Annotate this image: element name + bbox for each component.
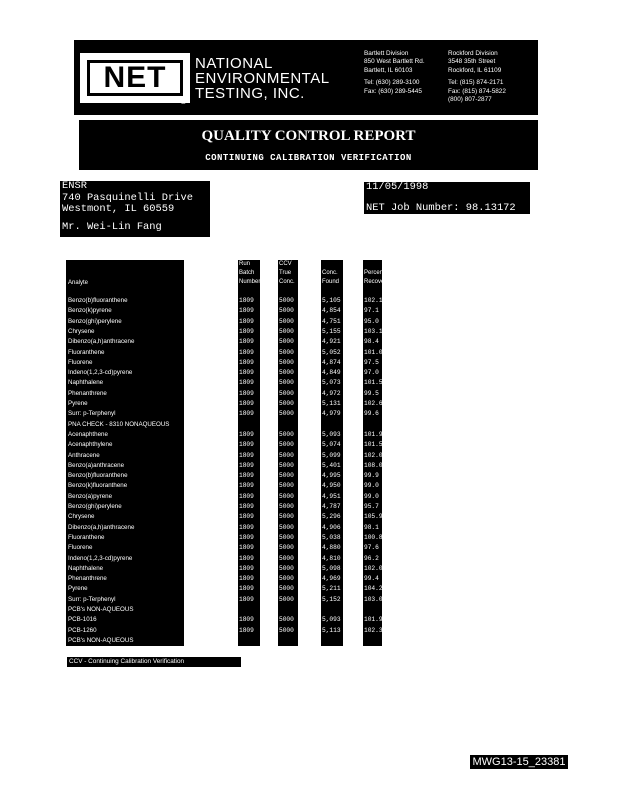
conc-found-cell: 4,751 <box>322 317 341 325</box>
batch-cell: 1809 <box>239 595 254 603</box>
client-street: 740 Pasquinelli Drive <box>62 191 193 204</box>
true-conc-cell: 5000 <box>279 513 294 521</box>
analyte-cell: PCB-1016 <box>68 616 97 624</box>
batch-cell: 1809 <box>239 544 254 552</box>
true-conc-cell: 5000 <box>279 626 294 634</box>
header-batch-1: Run <box>239 261 251 267</box>
batch-cell: 1809 <box>239 441 254 449</box>
true-conc-cell: 5000 <box>279 544 294 552</box>
conc-found-cell: 4,849 <box>322 369 341 377</box>
true-conc-cell: 5000 <box>279 317 294 325</box>
true-conc-cell: 5000 <box>279 410 294 418</box>
address-line: Fax: (630) 289-5445 <box>364 87 422 95</box>
analyte-cell: PCB-1260 <box>68 626 97 634</box>
recovery-cell: 98.1 <box>364 523 379 531</box>
address-line: 850 West Bartlett Rd. <box>364 58 425 66</box>
recovery-cell <box>364 605 404 615</box>
analyte-cell: Fluoranthene <box>68 348 105 356</box>
logo-text: NET <box>87 60 183 96</box>
company-name-line: TESTING, INC. <box>195 85 305 102</box>
analyte-cell: Fluorene <box>68 544 93 552</box>
analyte-cell: Dibenzo(a,h)anthracene <box>68 338 135 346</box>
company-name <box>195 56 330 101</box>
true-conc-cell: 5000 <box>279 595 294 603</box>
analyte-cell: Anthracene <box>68 451 100 459</box>
address-line: Rockford, IL 61109 <box>448 66 502 74</box>
rockford-address <box>448 50 506 104</box>
address-line: Tel: (630) 289-3100 <box>364 79 420 87</box>
recovery-cell: 104.2 <box>364 585 383 593</box>
recovery-cell: 97.0 <box>364 369 379 377</box>
analyte-cell: Indeno(1,2,3-cd)pyrene <box>68 554 133 562</box>
conc-found-cell: 4,906 <box>322 523 341 531</box>
batch-cell: 1809 <box>239 369 254 377</box>
conc-found-cell: 4,950 <box>322 482 341 490</box>
batch-cell: 1809 <box>239 503 254 510</box>
conc-found-column <box>321 260 343 646</box>
batch-cell: 1809 <box>239 513 254 521</box>
batch-cell: 1809 <box>239 564 254 572</box>
recovery-cell: 101.5 <box>364 441 383 449</box>
client-contact: Mr. Wei-Lin Fang <box>62 220 162 233</box>
analyte-cell: PNA CHECK - 8310 NONAQUEOUS <box>68 420 170 428</box>
analyte-cell: Chrysene <box>68 513 95 521</box>
report-subtitle: CONTINUING CALIBRATION VERIFICATION <box>205 153 412 163</box>
conc-found-cell: 4,979 <box>322 410 341 418</box>
batch-cell: 1809 <box>239 482 254 490</box>
conc-found-cell: 5,155 <box>322 327 341 335</box>
recovery-cell: 100.8 <box>364 533 383 541</box>
true-conc-cell: 5000 <box>279 327 294 335</box>
job-number: NET Job Number: 98.13172 <box>366 202 516 214</box>
conc-found-cell: 5,093 <box>322 430 341 438</box>
true-conc-cell: 5000 <box>279 338 294 346</box>
conc-found-cell: 5,074 <box>322 441 341 449</box>
analyte-cell: Benzo(k)pyrene <box>68 307 112 315</box>
conc-found-cell <box>322 636 346 646</box>
address-line: (800) 807-2877 <box>448 96 492 104</box>
analyte-cell: Surr: p-Terphenyl <box>68 595 116 603</box>
true-conc-cell: 5000 <box>279 472 294 480</box>
report-title-box <box>79 120 538 170</box>
batch-cell: 1809 <box>239 389 254 397</box>
batch-cell: 1809 <box>239 533 254 541</box>
recovery-cell <box>364 420 404 430</box>
true-conc-cell: 5000 <box>279 307 294 315</box>
analyte-cell: Indeno(1,2,3-cd)pyrene <box>68 369 133 377</box>
analyte-cell: Benzo(ghi)perylene <box>68 317 122 325</box>
recovery-cell: 99.0 <box>364 482 379 490</box>
document-id: MWG13-15_23381 <box>470 755 568 769</box>
true-conc-cell: 5000 <box>279 297 294 304</box>
header-rec-3: Recovery <box>364 279 390 285</box>
analyte-cell: Benzo(b)fluoranthene <box>68 297 128 304</box>
address-line: Tel: (815) 874-2171 <box>448 79 504 87</box>
conc-found-cell: 5,105 <box>322 297 341 304</box>
analyte-cell: Pyrene <box>68 585 88 593</box>
batch-cell: 1809 <box>239 461 254 469</box>
footnote: CCV - Continuing Calibration Verification <box>67 657 241 667</box>
recovery-cell: 102.1 <box>364 297 383 304</box>
registered-mark: ® <box>180 96 187 106</box>
batch-cell: 1809 <box>239 317 254 325</box>
conc-found-cell: 5,113 <box>322 626 341 634</box>
conc-found-cell: 4,880 <box>322 544 341 552</box>
batch-cell: 1809 <box>239 338 254 346</box>
true-conc-cell: 5000 <box>279 533 294 541</box>
recovery-cell: 101.5 <box>364 379 383 387</box>
true-conc-cell: 5000 <box>279 503 294 510</box>
batch-cell: 1809 <box>239 430 254 438</box>
recovery-cell: 95.0 <box>364 317 379 325</box>
batch-cell: 1809 <box>239 472 254 480</box>
recovery-cell: 102.6 <box>364 400 383 407</box>
conc-found-cell: 4,854 <box>322 307 341 315</box>
recovery-cell: 99.4 <box>364 575 379 583</box>
conc-found-cell: 5,131 <box>322 400 341 407</box>
batch-column <box>238 260 260 646</box>
true-conc-cell <box>279 605 301 615</box>
batch-cell: 1809 <box>239 554 254 562</box>
analyte-cell: Benzo(a)anthracene <box>68 461 125 469</box>
header-rec-1: Percent <box>364 270 385 276</box>
true-conc-cell: 5000 <box>279 400 294 407</box>
batch-cell: 1809 <box>239 575 254 583</box>
true-conc-cell: 5000 <box>279 358 294 366</box>
header-batch-3: Number <box>239 279 261 285</box>
conc-found-cell: 4,995 <box>322 472 341 480</box>
conc-found-cell <box>322 420 346 430</box>
recovery-cell: 101.0 <box>364 348 383 356</box>
analyte-cell: Dibenzo(a,h)anthracene <box>68 523 135 531</box>
conc-found-cell: 5,211 <box>322 585 341 593</box>
analyte-cell: Benzo(a)pyrene <box>68 492 113 500</box>
recovery-cell: 99.5 <box>364 389 379 397</box>
batch-cell: 1809 <box>239 307 254 315</box>
address-line: Bartlett, IL 60103 <box>364 66 413 74</box>
recovery-cell: 102.0 <box>364 451 383 459</box>
conc-found-cell: 4,810 <box>322 554 341 562</box>
true-conc-cell: 5000 <box>279 575 294 583</box>
recovery-cell: 97.1 <box>364 307 379 315</box>
header-conc-1: Conc. <box>322 270 338 276</box>
true-conc-cell: 5000 <box>279 461 294 469</box>
recovery-cell: 102.3 <box>364 626 383 634</box>
batch-cell: 1809 <box>239 358 254 366</box>
analyte-cell: Pyrene <box>68 400 88 407</box>
batch-cell <box>239 420 261 430</box>
analyte-cell: Naphthalene <box>68 564 104 572</box>
recovery-cell: 101.9 <box>364 430 383 438</box>
letterhead-banner <box>74 40 538 115</box>
conc-found-cell: 4,969 <box>322 575 341 583</box>
conc-found-cell: 4,787 <box>322 503 341 510</box>
true-conc-cell: 5000 <box>279 369 294 377</box>
analyte-cell: Chrysene <box>68 327 95 335</box>
report-title: QUALITY CONTROL REPORT <box>201 128 416 144</box>
recovery-cell: 99.6 <box>364 410 379 418</box>
batch-cell: 1809 <box>239 327 254 335</box>
analyte-cell: Phenanthrene <box>68 389 107 397</box>
recovery-cell: 103.1 <box>364 327 383 335</box>
batch-cell <box>239 636 261 646</box>
bartlett-address <box>364 50 425 96</box>
recovery-column <box>363 260 390 646</box>
true-conc-cell: 5000 <box>279 492 294 500</box>
true-conc-cell: 5000 <box>279 389 294 397</box>
batch-cell: 1809 <box>239 626 254 634</box>
conc-found-cell: 5,073 <box>322 379 341 387</box>
batch-cell: 1809 <box>239 616 254 624</box>
batch-cell <box>239 605 261 615</box>
conc-found-cell: 5,152 <box>322 595 341 603</box>
recovery-cell: 102.0 <box>364 564 383 572</box>
header-true-2: True <box>279 270 292 276</box>
analyte-cell: Acenaphthylene <box>68 441 113 449</box>
true-conc-cell <box>279 420 301 430</box>
header-true-1: CCV <box>279 261 292 267</box>
analyte-cell: Benzo(k)fluoranthene <box>68 482 128 490</box>
job-block <box>364 182 530 214</box>
header-batch-2: Batch <box>239 270 255 276</box>
conc-found-cell: 5,093 <box>322 616 341 624</box>
recovery-cell: 96.2 <box>364 554 379 562</box>
batch-cell: 1809 <box>239 585 254 593</box>
recovery-cell <box>364 636 404 646</box>
batch-cell: 1809 <box>239 400 254 407</box>
batch-cell: 1809 <box>239 492 254 500</box>
recovery-cell: 97.5 <box>364 358 379 366</box>
recovery-cell: 101.9 <box>364 616 383 624</box>
recovery-cell: 95.7 <box>364 503 379 510</box>
analyte-cell: Acenaphthene <box>68 430 108 438</box>
recovery-cell: 105.9 <box>364 513 383 521</box>
true-conc-cell: 5000 <box>279 554 294 562</box>
analyte-cell: Phenanthrene <box>68 575 107 583</box>
client-block <box>60 181 210 237</box>
recovery-cell: 108.0 <box>364 461 383 469</box>
address-line: Bartlett Division <box>364 50 409 57</box>
batch-cell: 1809 <box>239 523 254 531</box>
conc-found-cell: 5,052 <box>322 348 341 356</box>
client-name: ENSR <box>62 180 87 192</box>
conc-found-cell: 5,038 <box>322 533 341 541</box>
true-conc-cell: 5000 <box>279 616 294 624</box>
conc-found-cell: 5,401 <box>322 461 341 469</box>
batch-cell: 1809 <box>239 451 254 459</box>
analyte-cell: Benzo(ghi)perylene <box>68 503 122 510</box>
analyte-cell: Naphthalene <box>68 379 104 387</box>
conc-found-cell: 5,099 <box>322 451 341 459</box>
true-conc-cell: 5000 <box>279 441 294 449</box>
recovery-cell: 103.0 <box>364 595 383 603</box>
true-conc-cell: 5000 <box>279 430 294 438</box>
conc-found-cell: 4,951 <box>322 492 341 500</box>
conc-found-cell: 4,972 <box>322 389 341 397</box>
true-conc-cell: 5000 <box>279 523 294 531</box>
recovery-cell: 98.4 <box>364 338 379 346</box>
company-name-line: ENVIRONMENTAL <box>195 70 330 87</box>
true-conc-cell: 5000 <box>279 585 294 593</box>
conc-found-cell: 5,296 <box>322 513 341 521</box>
true-conc-cell: 5000 <box>279 348 294 356</box>
conc-found-cell: 5,098 <box>322 564 341 572</box>
address-line: 3548 35th Street <box>448 58 496 66</box>
header-analyte: Analyte <box>68 280 89 286</box>
company-name-line: NATIONAL <box>195 55 273 72</box>
recovery-cell: 99.9 <box>364 472 379 480</box>
conc-found-cell: 4,874 <box>322 358 341 366</box>
analyte-cell: PCB's NON-AQUEOUS <box>68 606 134 613</box>
batch-cell: 1809 <box>239 297 254 304</box>
header-true-3: Conc. <box>279 279 295 285</box>
batch-cell: 1809 <box>239 348 254 356</box>
true-conc-column <box>278 260 298 646</box>
analyte-cell: PCB's NON-AQUEOUS <box>68 636 134 644</box>
true-conc-cell <box>279 636 301 646</box>
analyte-column <box>66 260 184 646</box>
batch-cell: 1809 <box>239 379 254 387</box>
true-conc-cell: 5000 <box>279 482 294 490</box>
results-table <box>66 260 390 646</box>
analyte-cell: Fluorene <box>68 358 93 366</box>
analyte-cell: Surr: p-Terphenyl <box>68 410 116 418</box>
address-line: Fax: (815) 874-5822 <box>448 87 506 95</box>
conc-found-cell <box>322 605 346 615</box>
header-conc-3: Found <box>322 279 340 285</box>
true-conc-cell: 5000 <box>279 379 294 387</box>
client-city: Westmont, IL 60559 <box>62 203 175 215</box>
report-date: 11/05/1998 <box>366 182 429 193</box>
recovery-cell: 97.6 <box>364 544 379 552</box>
conc-found-cell: 4,921 <box>322 338 341 346</box>
net-logo <box>80 53 190 103</box>
analyte-cell: Benzo(b)fluoranthene <box>68 472 128 480</box>
true-conc-cell: 5000 <box>279 564 294 572</box>
true-conc-cell: 5000 <box>279 451 294 459</box>
batch-cell: 1809 <box>239 410 254 418</box>
recovery-cell: 99.0 <box>364 492 379 500</box>
address-line: Rockford Division <box>448 50 498 57</box>
analyte-cell: Fluoranthene <box>68 533 105 541</box>
